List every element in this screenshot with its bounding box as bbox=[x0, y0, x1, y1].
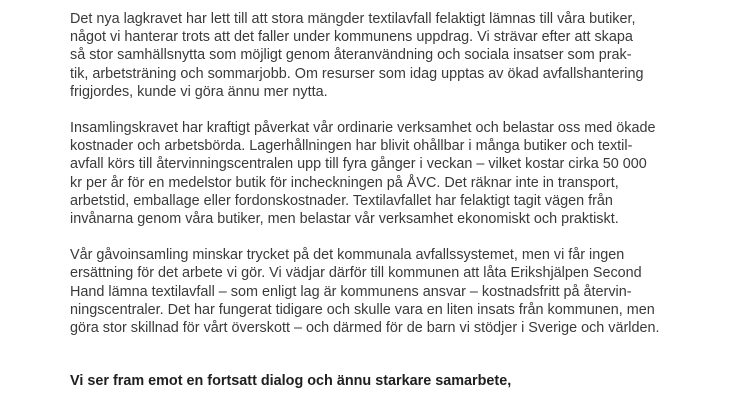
paragraph-line: invånarna genom våra butiker, men belastar vår verksamhet ekonomiskt och praktiskt. bbox=[70, 211, 619, 228]
paragraph-line: ersättning för det arbete vi gör. Vi vädjar därför till kommunen att låta Erikshjälpen Second bbox=[70, 265, 642, 282]
paragraph-line: Vår gåvoinsamling minskar trycket på det kommunala avfallssystemet, men vi får ingen bbox=[70, 247, 625, 264]
paragraph-line: göra stor skillnad för vårt överskott – och därmed för de barn vi stödjer i Sverige och världen. bbox=[70, 320, 660, 337]
paragraph-line: ningscentraler. Det har fungerat tidigare och skulle vara en liten insats från kommunen, men bbox=[70, 301, 655, 318]
letter-body bbox=[70, 10, 690, 355]
paragraph-3 bbox=[70, 246, 690, 337]
paragraph-line: tik, arbetsträning och sommarjobb. Om resurser som idag upptas av ökad avfallshantering bbox=[70, 65, 644, 82]
paragraph-line: kr per år för en medelstor butik för incheckningen på ÅVC. Det räknar inte in transport, bbox=[70, 174, 619, 191]
paragraph-line: något vi hanterar trots att det faller under kommunens uppdrag. Vi strävar efter att skapa bbox=[70, 29, 633, 46]
paragraph-line: Hand lämna textilavfall – som enligt lag är kommunens ansvar – kostnadsfritt på återvin- bbox=[70, 283, 632, 300]
paragraph-line: avfall körs till återvinningscentralen upp till fyra gånger i veckan – vilket kostar cirka 50 000 bbox=[70, 156, 647, 173]
paragraph-line: kostnader och arbetsbörda. Lagerhållningen har blivit ohållbar i många butiker och textil- bbox=[70, 138, 633, 155]
paragraph-line: Insamlingskravet har kraftigt påverkat vår ordinarie verksamhet och belastar oss med ökade bbox=[70, 120, 656, 137]
closing-line: Vi ser fram emot en fortsatt dialog och ännu starkare samarbete, bbox=[70, 373, 512, 389]
paragraph-1 bbox=[70, 10, 690, 101]
paragraph-line: arbetstid, emballage eller fordonskostnader. Textilavfallet har felaktigt tagit vägen från bbox=[70, 192, 613, 209]
paragraph-line: Det nya lagkravet har lett till att stora mängder textilavfall felaktigt lämnas till våra butiker, bbox=[70, 11, 636, 27]
paragraph-line: frigjordes, kunde vi göra ännu mer nytta. bbox=[70, 83, 328, 100]
paragraph-line: så stor samhällsnytta som möjligt genom återanvändning och sociala insatser som prak- bbox=[70, 47, 632, 64]
paragraph-2 bbox=[70, 119, 690, 228]
